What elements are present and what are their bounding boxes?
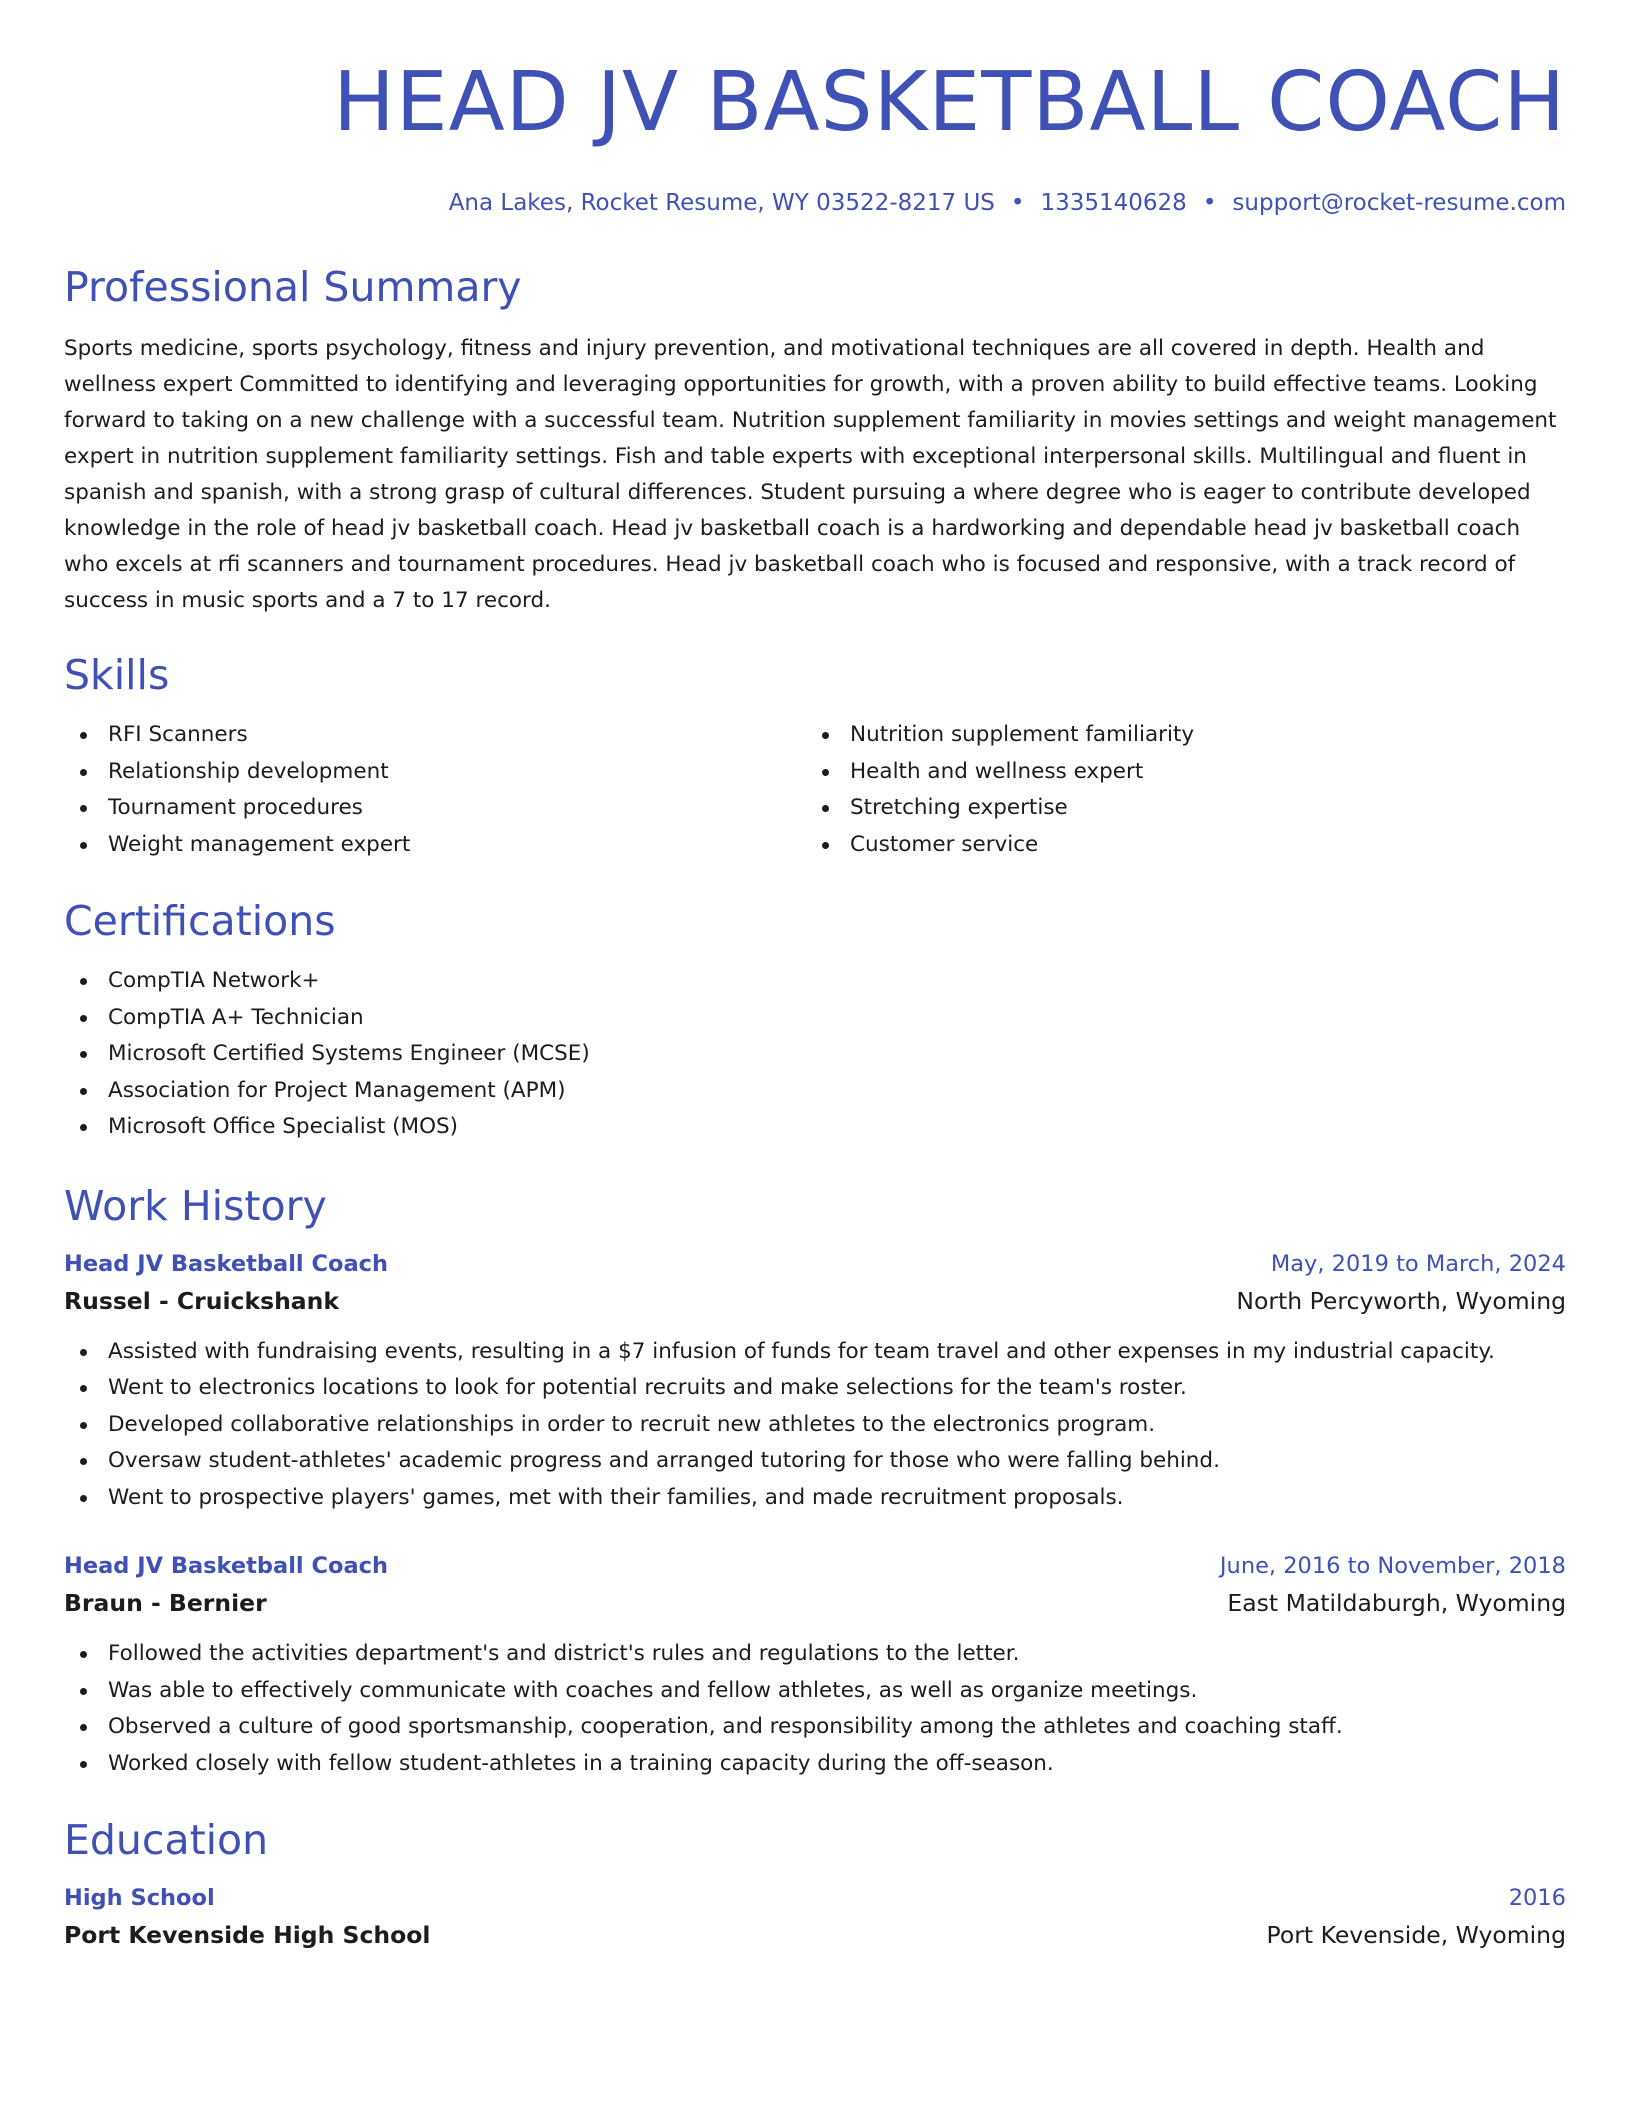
skills-heading: Skills — [64, 651, 170, 699]
contact-phone: 1335140628 — [1040, 190, 1187, 216]
certification-item: Microsoft Certified Systems Engineer (MCSE) — [64, 1036, 1566, 1073]
contact-address: Ana Lakes, Rocket Resume, WY 03522-8217 US — [448, 190, 995, 216]
skill-item: Nutrition supplement familiarity — [806, 717, 1548, 754]
education-year: 2016 — [1508, 1885, 1566, 1911]
job-title: Head JV Basketball Coach — [64, 1553, 388, 1579]
job-entry — [64, 1548, 1566, 1782]
job-duty: Went to electronics locations to look for potential recruits and make selections for the team's roster. — [64, 1370, 1566, 1407]
job-duty: Followed the activities department's and district's rules and regulations to the letter. — [64, 1636, 1566, 1673]
skill-item: Relationship development — [64, 754, 806, 791]
job-duty: Assisted with fundraising events, resulting in a $7 infusion of funds for team travel and other expenses in my industrial capacity. — [64, 1334, 1566, 1371]
skills-list-left — [64, 717, 806, 863]
resume-page — [64, 0, 1566, 1954]
contact-separator: • — [1010, 190, 1025, 216]
skill-item: Weight management expert — [64, 827, 806, 864]
job-duty: Oversaw student-athletes' academic progress and arranged tutoring for those who were falling behind. — [64, 1443, 1566, 1480]
education-school: Port Kevenside High School — [64, 1921, 431, 1949]
job-duties — [64, 1636, 1566, 1782]
education-entry — [64, 1880, 1566, 1954]
job-company: Russel - Cruickshank — [64, 1286, 340, 1315]
skill-item: Tournament procedures — [64, 790, 806, 827]
skill-item: Stretching expertise — [806, 790, 1548, 827]
contact-line — [64, 187, 1566, 219]
job-entry — [64, 1246, 1566, 1517]
certification-item: CompTIA Network+ — [64, 963, 1566, 1000]
summary-text: Sports medicine, sports psychology, fitness and injury prevention, and motivational techniques are all covered in depth. Health and wellness expert Committed to identifying and leveraging opportunities for growth, with a proven ability to build effective teams. Looking forward to taking on a new challenge with a successful team. Nutrition supplement familiarity in movies settings and weight management expert in nutrition supplement familiarity settings. Fish and table experts with exceptional interpersonal skills. Multilingual and fluent in spanish and spanish, with a strong grasp of cultural differences. Student pursuing a where degree who is eager to contribute developed knowledge in the role of head jv basketball coach. Head jv basketball coach is a hardworking and dependable head jv basketball coach who excels at rfi scanners and tournament procedures. Head jv basketball coach who is focused and responsive, with a track record of success in music sports and a 7 to 17 record. — [64, 336, 1557, 613]
skills-grid — [64, 717, 1566, 863]
summary-heading: Professional Summary — [64, 263, 522, 311]
job-company: Braun - Bernier — [64, 1589, 267, 1617]
job-dates: June, 2016 to November, 2018 — [1219, 1553, 1566, 1579]
work-history-heading: Work History — [64, 1181, 327, 1230]
job-title: Head JV Basketball Coach — [64, 1250, 388, 1277]
job-duty: Developed collaborative relationships in order to recruit new athletes to the electronics program. — [64, 1407, 1566, 1444]
job-duty: Was able to effectively communicate with coaches and fellow athletes, as well as organize meetings. — [64, 1673, 1566, 1710]
certifications-list — [64, 963, 1566, 1146]
education-location: Port Kevenside, Wyoming — [1266, 1921, 1566, 1949]
education-heading: Education — [64, 1816, 269, 1864]
job-location: North Percyworth, Wyoming — [1236, 1286, 1566, 1315]
job-duty: Worked closely with fellow student-athletes in a training capacity during the off-season. — [64, 1746, 1566, 1783]
job-dates: May, 2019 to March, 2024 — [1270, 1250, 1566, 1277]
skills-list-right — [806, 717, 1548, 863]
job-duties — [64, 1334, 1566, 1517]
contact-email: support@rocket-resume.com — [1232, 190, 1566, 216]
certifications-heading: Certifications — [64, 897, 336, 945]
certification-item: CompTIA A+ Technician — [64, 1000, 1566, 1037]
skill-item: RFI Scanners — [64, 717, 806, 754]
contact-separator: • — [1202, 190, 1217, 216]
certification-item: Association for Project Management (APM) — [64, 1073, 1566, 1110]
skill-item: Health and wellness expert — [806, 754, 1548, 791]
job-location: East Matildaburgh, Wyoming — [1227, 1589, 1566, 1617]
education-degree: High School — [64, 1885, 215, 1911]
job-duty: Observed a culture of good sportsmanship, cooperation, and responsibility among the athletes and coaching staff. — [64, 1709, 1566, 1746]
certification-item: Microsoft Office Specialist (MOS) — [64, 1109, 1566, 1146]
job-duty: Went to prospective players' games, met with their families, and made recruitment proposals. — [64, 1480, 1566, 1517]
resume-title: HEAD JV BASKETBALL COACH — [333, 55, 1566, 150]
skill-item: Customer service — [806, 827, 1548, 864]
